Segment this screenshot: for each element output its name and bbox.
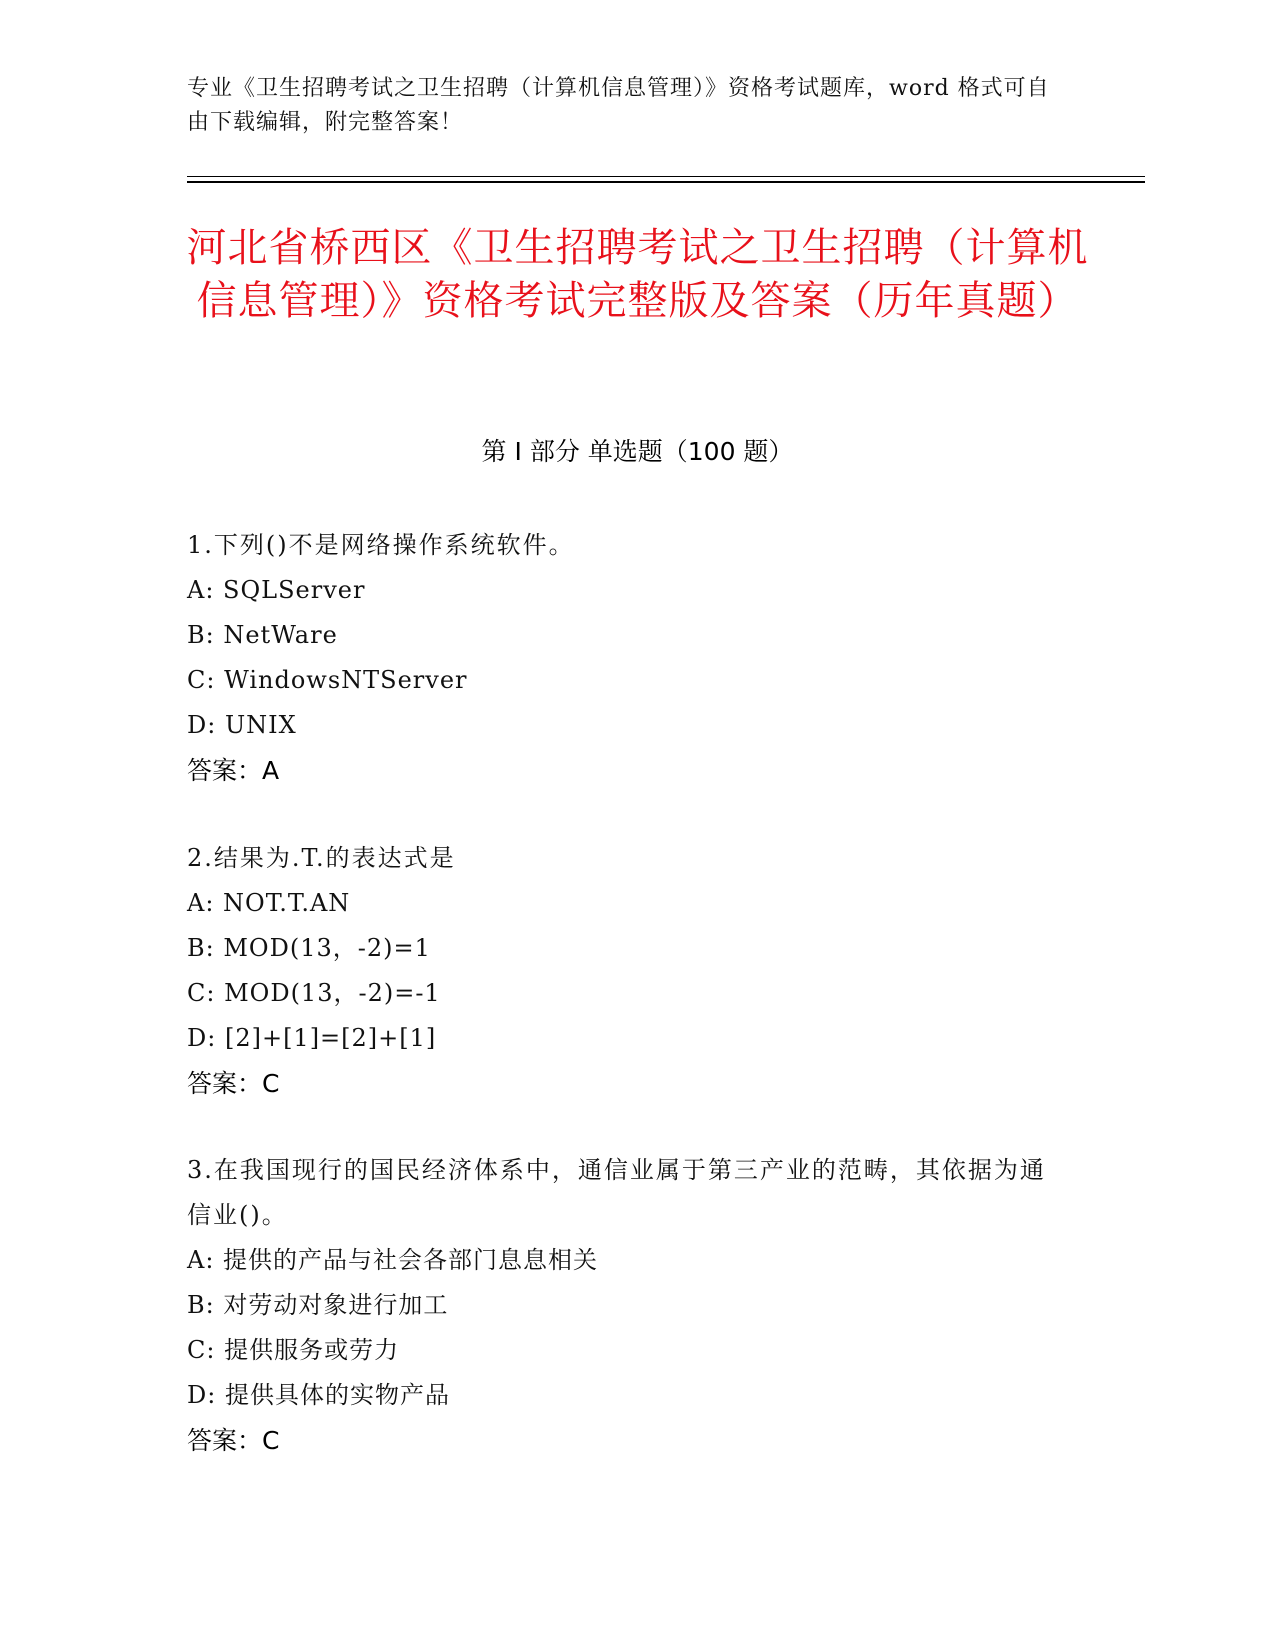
option-b: B: MOD(13，-2)=1 <box>187 934 431 962</box>
question-stem: 1.下列()不是网络操作系统软件。 <box>187 531 575 559</box>
header-note: 专业《卫生招聘考试之卫生招聘（计算机信息管理）》资格考试题库，word 格式可自由下载编辑，附完整答案！ <box>187 76 1050 135</box>
answer: 答案：A <box>187 756 280 785</box>
option-b: B: 对劳动对象进行加工 <box>187 1291 449 1319</box>
option-a: A: SQLServer <box>187 576 366 604</box>
option-c: C: MOD(13，-2)=-1 <box>187 979 441 1007</box>
header-divider-thin <box>187 176 1145 177</box>
answer: 答案：C <box>187 1426 280 1455</box>
question-1 <box>187 523 1067 793</box>
option-d: D: 提供具体的实物产品 <box>187 1381 450 1409</box>
option-a: A: NOT.T.AN <box>187 889 351 917</box>
header-divider-thick <box>187 181 1145 183</box>
option-a: A: 提供的产品与社会各部门息息相关 <box>187 1246 599 1274</box>
option-c: C: WindowsNTServer <box>187 666 468 694</box>
question-3 <box>187 1148 1067 1463</box>
option-d: D: UNIX <box>187 711 297 739</box>
question-2 <box>187 836 1067 1106</box>
document-title: 河北省桥西区《卫生招聘考试之卫生招聘（计算机信息管理）》资格考试完整版及答案（历年真题） <box>186 225 1089 324</box>
option-d: D: [2]+[1]=[2]+[1] <box>187 1024 437 1052</box>
answer: 答案：C <box>187 1069 280 1098</box>
option-b: B: NetWare <box>187 621 338 649</box>
question-stem: 3.在我国现行的国民经济体系中，通信业属于第三产业的范畴，其依据为通信业()。 <box>187 1156 1046 1229</box>
option-c: C: 提供服务或劳力 <box>187 1336 400 1364</box>
question-stem: 2.结果为.T.的表达式是 <box>187 844 456 872</box>
section-title: 第 I 部分 单选题（100 题） <box>481 437 794 466</box>
